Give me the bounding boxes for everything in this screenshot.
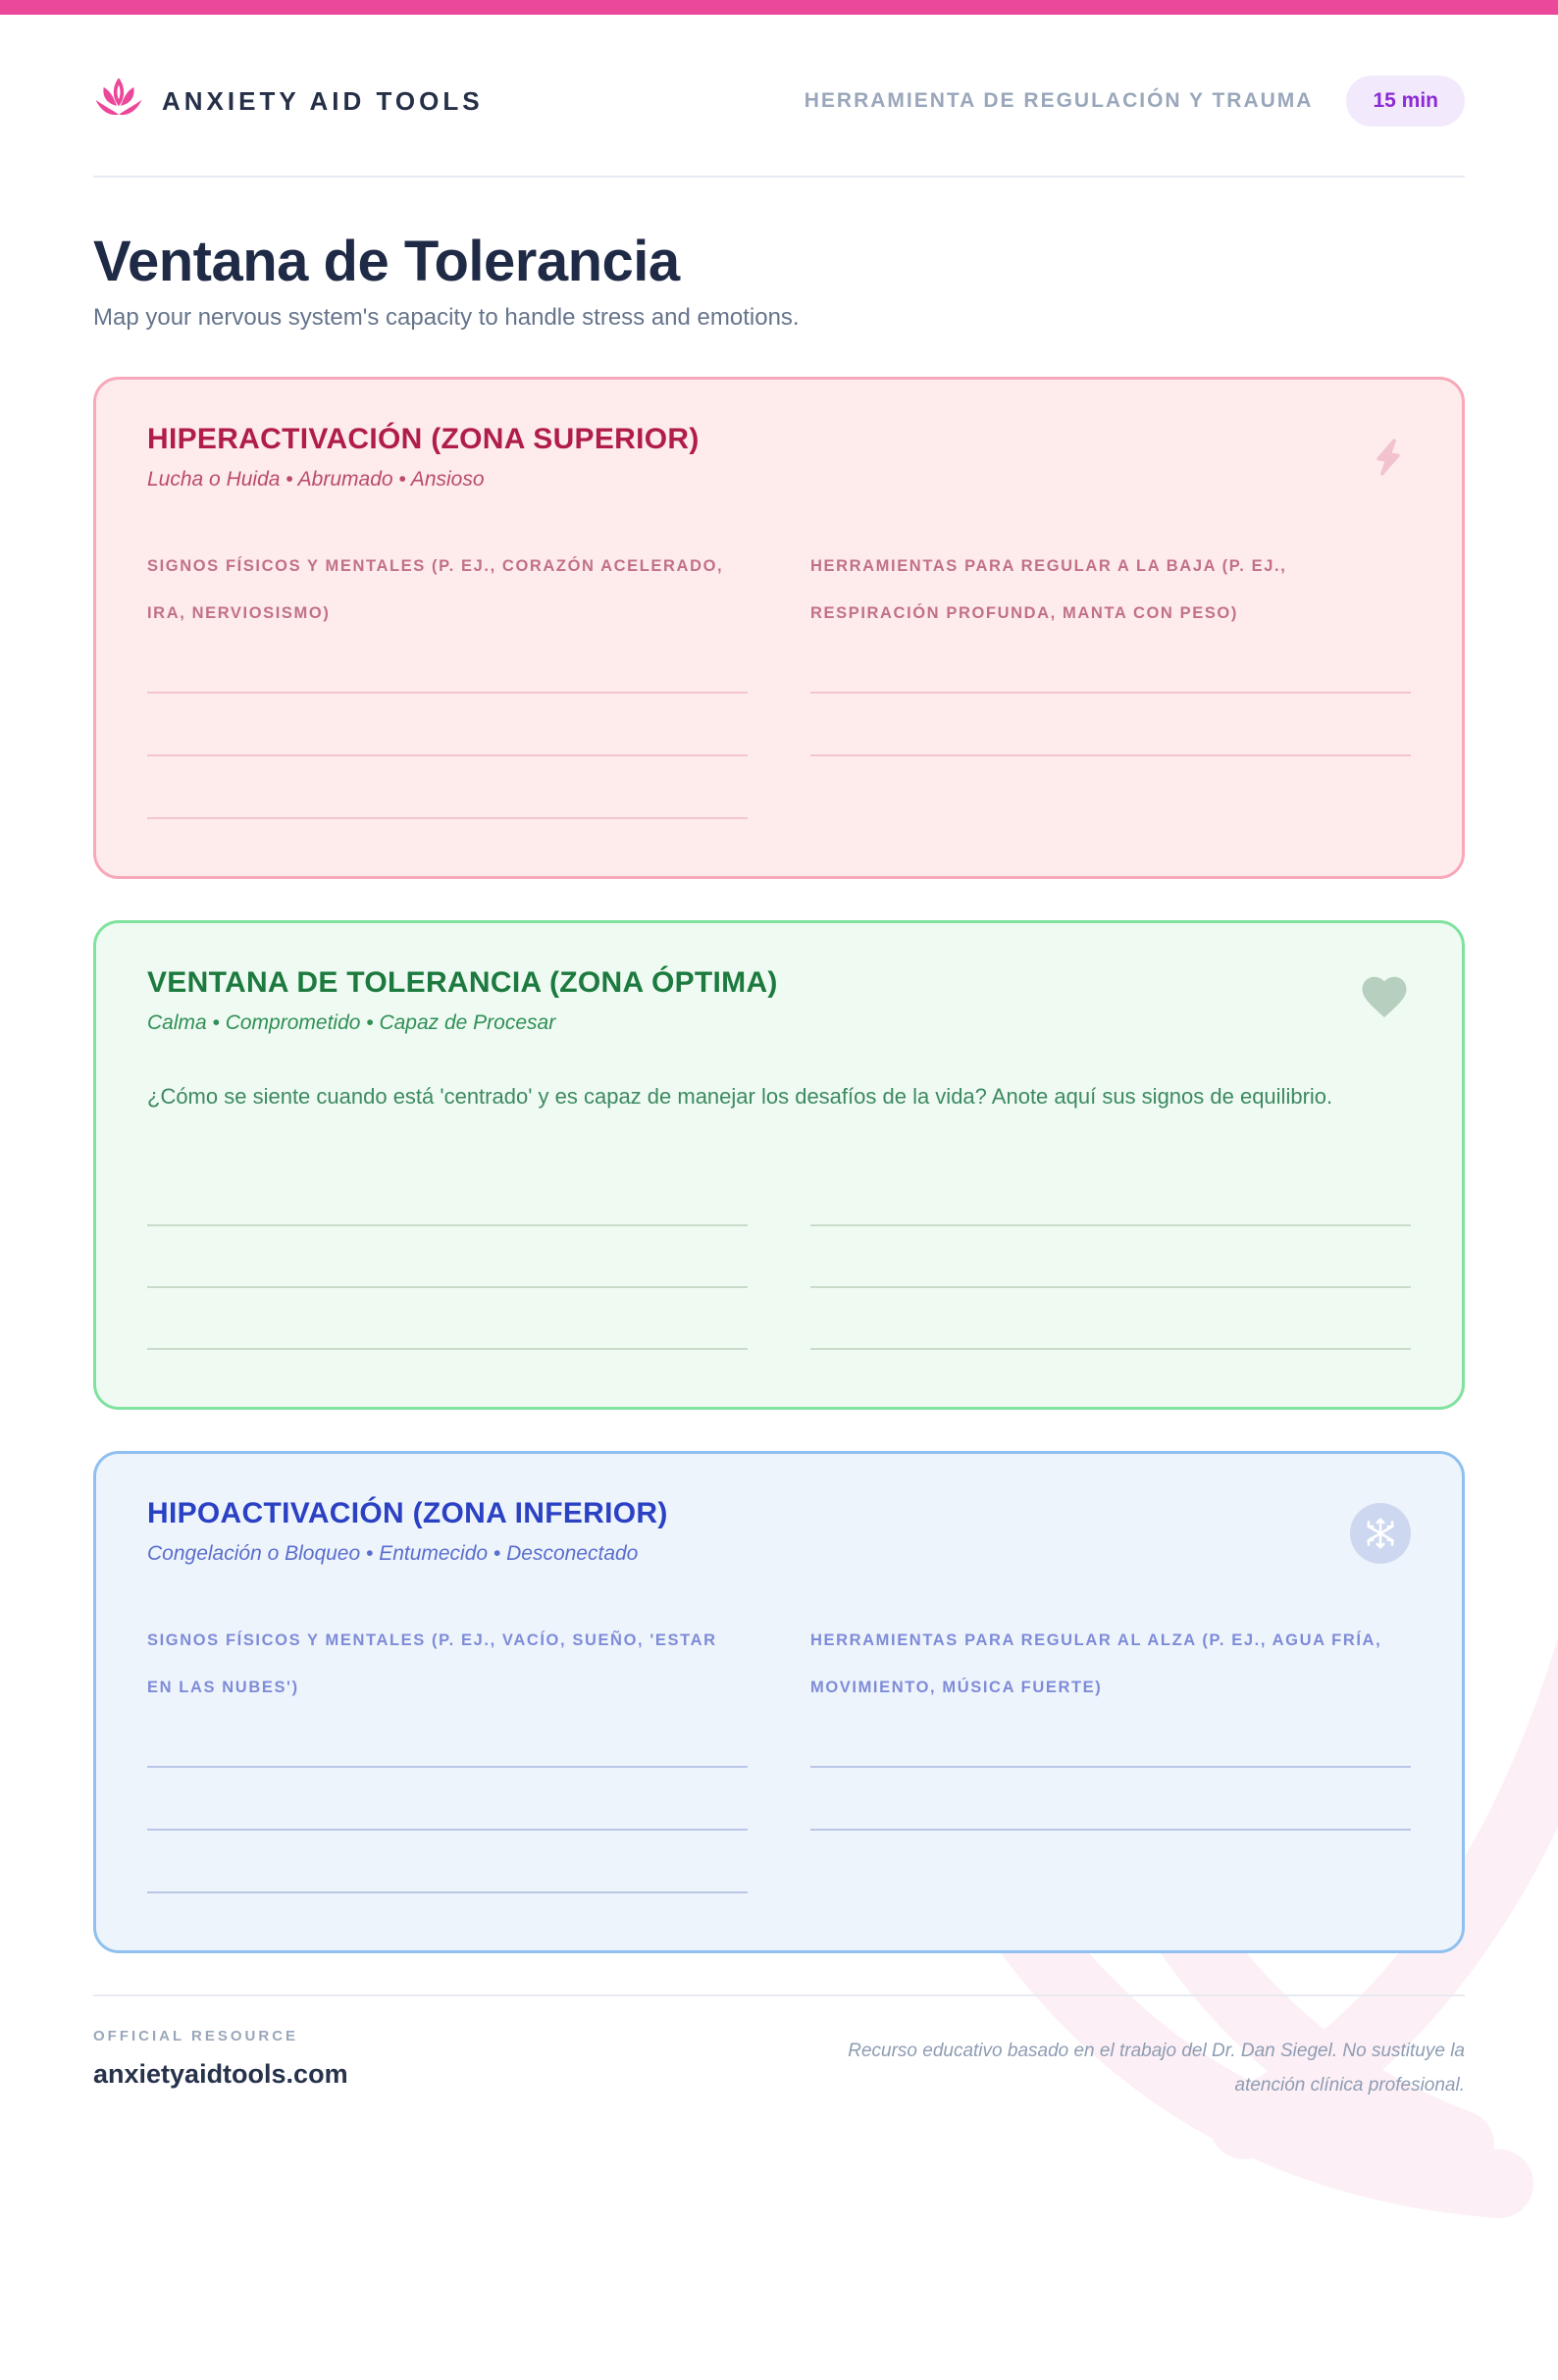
zone-hypoactivation-head bbox=[147, 1497, 1411, 1566]
footer-website-link[interactable]: anxietyaidtools.com bbox=[93, 2059, 348, 2089]
tools-column-label: HERRAMIENTAS PARA REGULAR AL ALZA (P. EJ., AGUA FRÍA, MOVIMIENTO, MÚSICA FUERTE) bbox=[810, 1631, 1382, 1696]
signs-column bbox=[147, 1617, 748, 1893]
zone-window-title: VENTANA DE TOLERANCIA (ZONA ÓPTIMA) bbox=[147, 966, 778, 999]
lotus-icon bbox=[93, 78, 144, 125]
brand bbox=[93, 78, 484, 125]
header-divider bbox=[93, 176, 1465, 178]
balance-column-right bbox=[810, 1110, 1411, 1350]
zone-hypoactivation-columns bbox=[147, 1617, 1411, 1893]
balance-column-left bbox=[147, 1110, 748, 1350]
writing-line bbox=[810, 631, 1411, 694]
signs-column-label: SIGNOS FÍSICOS Y MENTALES (P. EJ., CORAZÓN ACELERADO, IRA, NERVIOSISMO) bbox=[147, 557, 724, 622]
footer-left bbox=[93, 2028, 348, 2090]
zone-hypoactivation-tagline: Congelación o Bloqueo • Entumecido • Desconectado bbox=[147, 1542, 639, 1565]
writing-line bbox=[147, 1288, 748, 1350]
zone-hyperactivation-title: HIPERACTIVACIÓN (ZONA SUPERIOR) bbox=[147, 423, 700, 455]
writing-line bbox=[147, 1164, 748, 1226]
writing-line bbox=[810, 1164, 1411, 1226]
footer-divider bbox=[93, 1994, 1465, 1996]
writing-lines bbox=[147, 631, 748, 819]
zone-window-tagline: Calma • Comprometido • Capaz de Procesar bbox=[147, 1011, 556, 1034]
tools-column bbox=[810, 1617, 1411, 1893]
signs-column-label: SIGNOS FÍSICOS Y MENTALES (P. EJ., VACÍO, SUEÑO, 'ESTAR EN LAS NUBES') bbox=[147, 1631, 717, 1696]
writing-line bbox=[147, 631, 748, 694]
header-category: HERRAMIENTA DE REGULACIÓN Y TRAUMA bbox=[804, 89, 1314, 112]
writing-line bbox=[147, 694, 748, 756]
writing-lines bbox=[147, 1705, 748, 1893]
footer-disclaimer: Recurso educativo basado en el trabajo del Dr. Dan Siegel. No sustituye la atención clínica profesional. bbox=[848, 2041, 1465, 2096]
brand-name: ANXIETY AID TOOLS bbox=[162, 85, 484, 116]
header bbox=[93, 76, 1465, 127]
writing-line bbox=[810, 694, 1411, 756]
writing-lines bbox=[810, 631, 1411, 756]
signs-column bbox=[147, 543, 748, 819]
tools-column-label: HERRAMIENTAS PARA REGULAR A LA BAJA (P. EJ., RESPIRACIÓN PROFUNDA, MANTA CON PESO) bbox=[810, 557, 1287, 622]
header-right bbox=[805, 76, 1465, 127]
writing-line bbox=[147, 1768, 748, 1831]
page-title: Ventana de Tolerancia bbox=[93, 230, 680, 293]
page-subtitle: Map your nervous system's capacity to handle stress and emotions. bbox=[93, 304, 800, 331]
zone-hyperactivation-head bbox=[147, 423, 1411, 492]
heart-icon bbox=[1358, 972, 1411, 1026]
writing-line bbox=[147, 756, 748, 819]
zone-hypoactivation bbox=[93, 1451, 1465, 1953]
zone-hypoactivation-title: HIPOACTIVACIÓN (ZONA INFERIOR) bbox=[147, 1497, 668, 1529]
zone-window-of-tolerance bbox=[93, 920, 1465, 1410]
zone-window-head bbox=[147, 966, 1411, 1035]
duration-badge: 15 min bbox=[1346, 76, 1465, 127]
writing-line bbox=[147, 1831, 748, 1893]
zone-hyperactivation bbox=[93, 377, 1465, 879]
zone-window-columns bbox=[147, 1110, 1411, 1350]
writing-line bbox=[147, 1705, 748, 1768]
snowflake-icon bbox=[1350, 1503, 1411, 1564]
zone-hyperactivation-tagline: Lucha o Huida • Abrumado • Ansioso bbox=[147, 468, 485, 491]
writing-line bbox=[810, 1705, 1411, 1768]
zone-hyperactivation-columns bbox=[147, 543, 1411, 819]
writing-lines bbox=[147, 1164, 748, 1350]
writing-line bbox=[810, 1288, 1411, 1350]
writing-line bbox=[810, 1226, 1411, 1288]
writing-line bbox=[810, 1768, 1411, 1831]
lightning-icon bbox=[1366, 429, 1411, 491]
footer bbox=[93, 2028, 1465, 2102]
tools-column bbox=[810, 543, 1411, 819]
writing-lines bbox=[810, 1164, 1411, 1350]
zone-window-prompt: ¿Cómo se siente cuando está 'centrado' y es capaz de manejar los desafíos de la vida? Anote aquí sus signos de equilibrio. bbox=[147, 1084, 1333, 1109]
footer-label: OFFICIAL RESOURCE bbox=[93, 2028, 299, 2044]
writing-lines bbox=[810, 1705, 1411, 1831]
top-accent-bar bbox=[0, 0, 1558, 15]
writing-line bbox=[147, 1226, 748, 1288]
